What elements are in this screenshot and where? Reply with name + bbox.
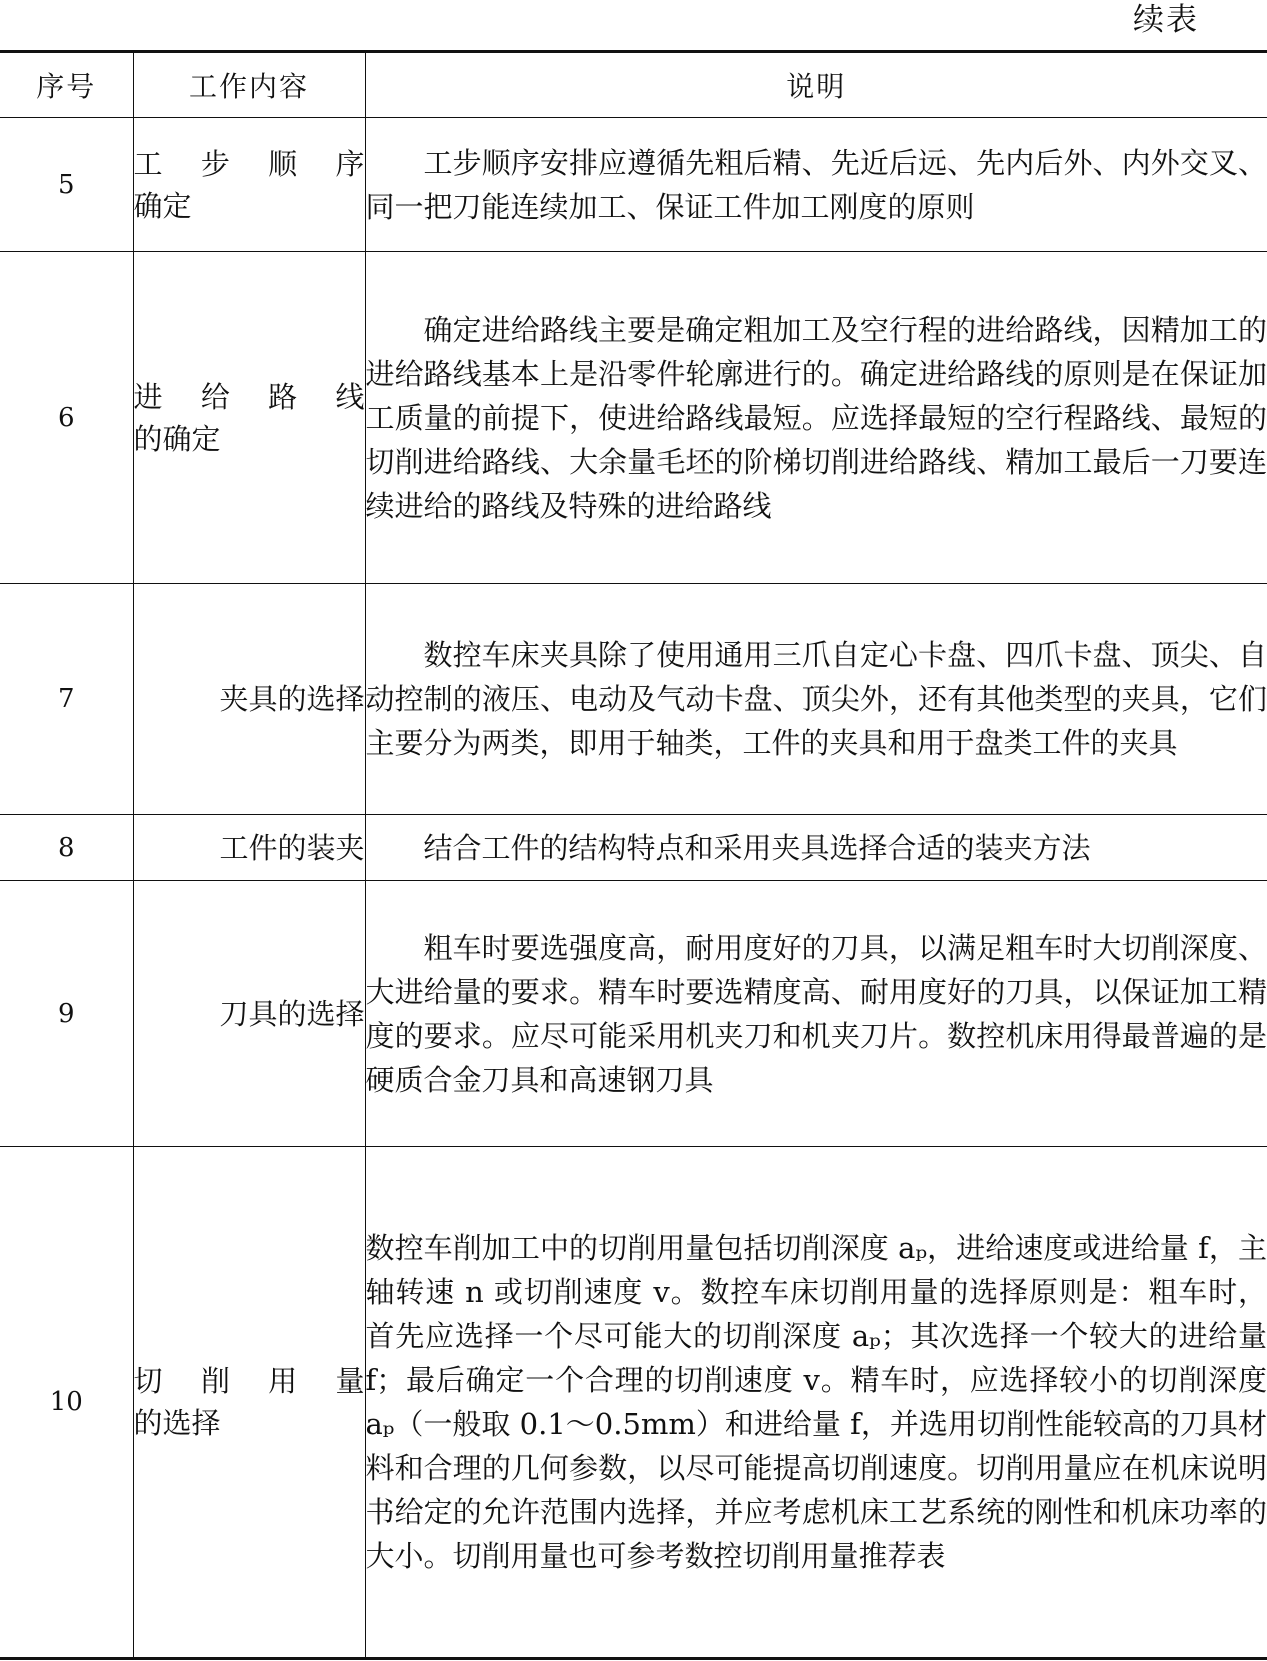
row-desc: 确定进给路线主要是确定粗加工及空行程的进给路线，因精加工的进给路线基本上是沿零件轮廓进行的。确定进给路线的原则是在保证加工质量的前提下，使进给路线最短。应选择最短的空行程路线、最短的切削进给路线、大余量毛坯的阶梯切削进给路线、精加工最后一刀要连续进给的路线及特殊的进给路线	[365, 252, 1267, 584]
row-desc: 数控车床夹具除了使用通用三爪自定心卡盘、四爪卡盘、顶尖、自动控制的液压、电动及气动卡盘、顶尖外，还有其他类型的夹具，它们主要分为两类，即用于轴类，工件的夹具和用于盘类工件的夹具	[365, 584, 1267, 815]
row-work-line1: 工步顺序	[133, 146, 365, 181]
row-work	[133, 252, 365, 584]
row-desc: 数控车削加工中的切削用量包括切削深度 aₚ，进给速度或进给量 f，主轴转速 n 或切削速度 v。数控车床切削用量的选择原则是：粗车时，首先应选择一个尽可能大的切削深度 aₚ；其次选择一个较大的进给量 f；最后确定一个合理的切削速度 v。精车时，应选择较小的切削深度 aₚ（一般取 0.1～0.5mm）和进给量 f，并选用切削性能较高的刀具材料和合理的几何参数，以尽可能提高切削速度。切削用量应在机床说明书给定的允许范围内选择，并应考虑机床工艺系统的刚性和机床功率的大小。切削用量也可参考数控切削用量推荐表	[365, 1147, 1267, 1659]
table-row	[0, 881, 1267, 1147]
row-num: 10	[0, 1147, 133, 1659]
process-table	[0, 50, 1267, 1660]
table-row	[0, 1147, 1267, 1659]
table-row	[0, 118, 1267, 252]
row-num: 7	[0, 584, 133, 815]
row-work-line2: 的选择	[133, 1406, 221, 1440]
row-work: 工件的装夹	[133, 815, 365, 881]
row-desc: 工步顺序安排应遵循先粗后精、先近后远、先内后外、内外交叉、同一把刀能连续加工、保证工件加工刚度的原则	[365, 118, 1267, 252]
row-desc: 结合工件的结构特点和采用夹具选择合适的装夹方法	[365, 815, 1267, 881]
header-num: 序号	[0, 52, 133, 118]
row-work: 刀具的选择	[133, 881, 365, 1147]
row-work	[133, 118, 365, 252]
row-work-line1: 进给路线	[133, 379, 365, 414]
row-num: 6	[0, 252, 133, 584]
row-work	[133, 1147, 365, 1659]
row-num: 8	[0, 815, 133, 881]
table-header-row	[0, 52, 1267, 118]
table-row	[0, 252, 1267, 584]
row-desc: 粗车时要选强度高，耐用度好的刀具，以满足粗车时大切削深度、大进给量的要求。精车时要选精度高、耐用度好的刀具，以保证加工精度的要求。应尽可能采用机夹刀和机夹刀片。数控机床用得最普遍的是硬质合金刀具和高速钢刀具	[365, 881, 1267, 1147]
row-num: 5	[0, 118, 133, 252]
continued-label: 续表	[1133, 2, 1199, 38]
row-work: 夹具的选择	[133, 584, 365, 815]
row-work-line1: 切削用量	[133, 1364, 365, 1398]
header-desc: 说明	[365, 52, 1267, 118]
header-work: 工作内容	[133, 52, 365, 118]
row-work-line2: 的确定	[133, 421, 221, 456]
row-work-line2: 确定	[133, 188, 192, 223]
table-row	[0, 584, 1267, 815]
table-row	[0, 815, 1267, 881]
row-num: 9	[0, 881, 133, 1147]
